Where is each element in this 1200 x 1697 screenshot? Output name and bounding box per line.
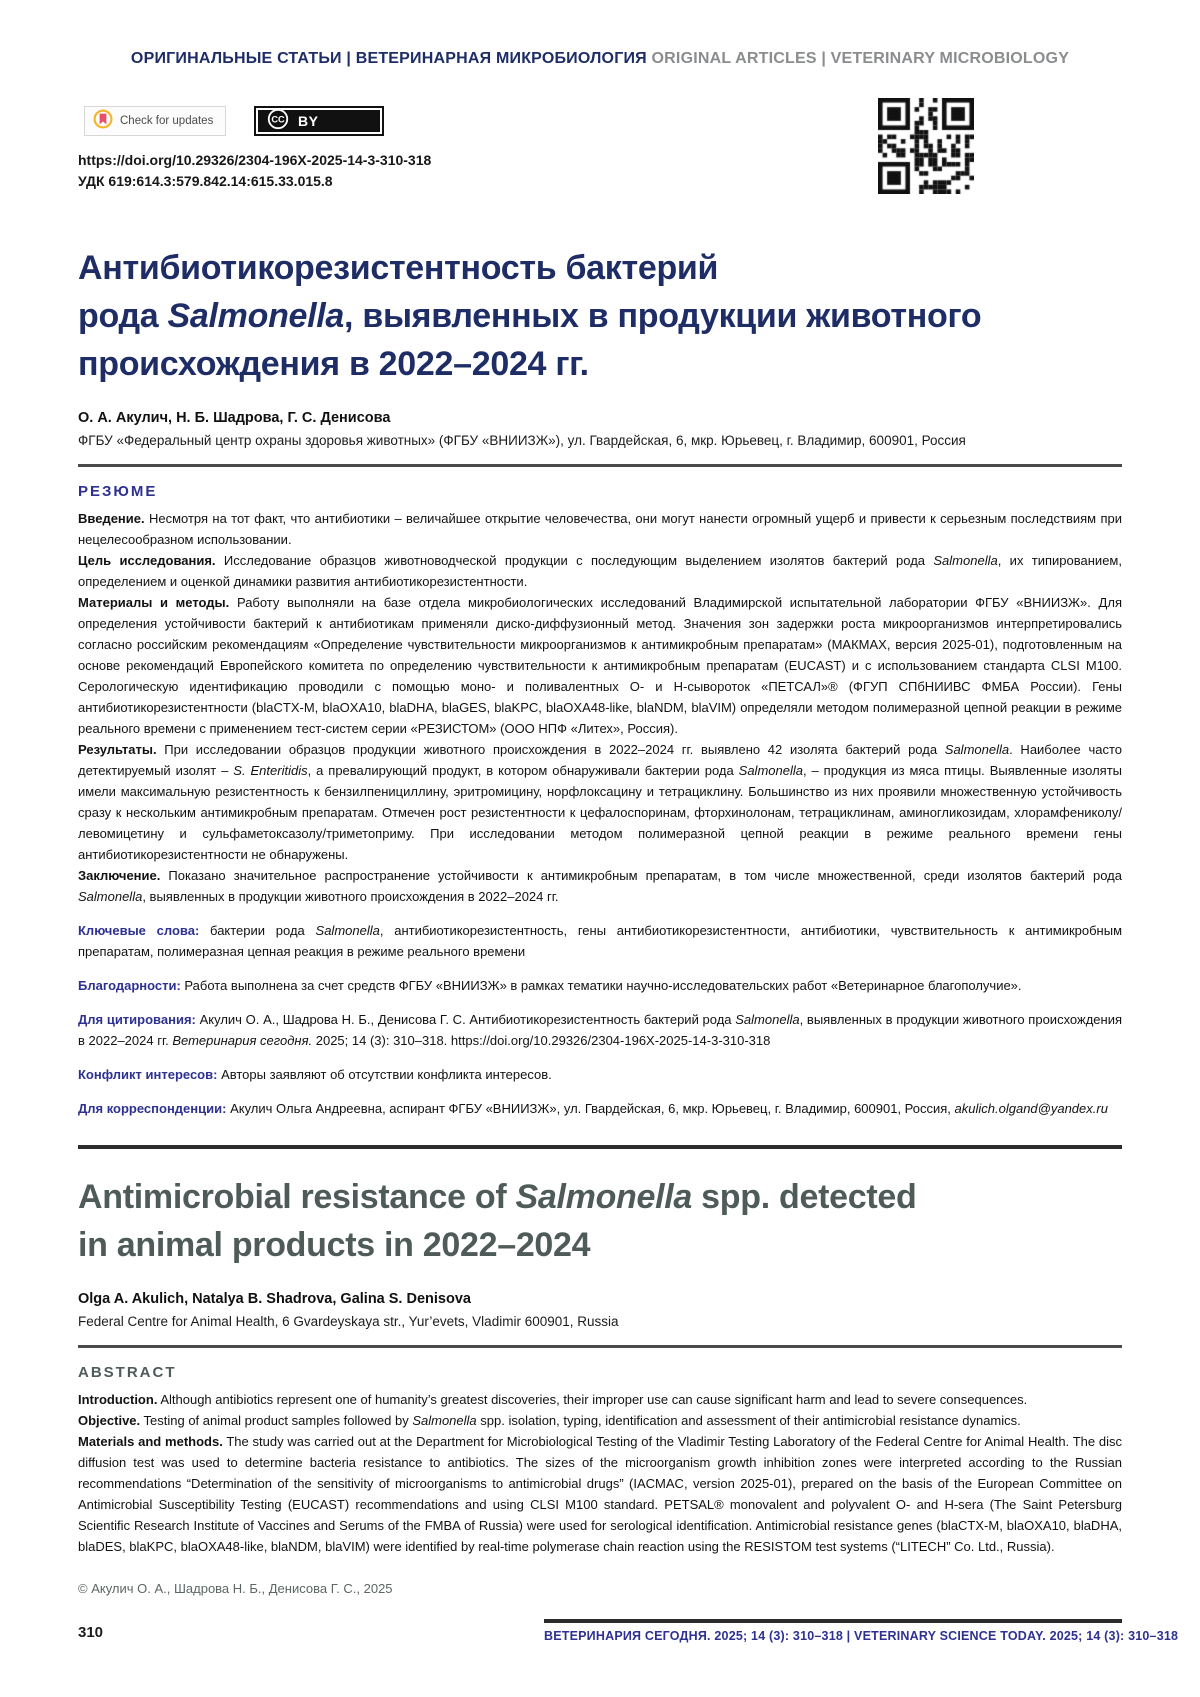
udk-code: УДК 619:614.3:579.842.14:615.33.015.8	[78, 173, 333, 189]
check-for-updates-badge[interactable]	[84, 106, 226, 136]
divider-dark	[78, 1145, 1122, 1149]
summary-heading: РЕЗЮМЕ	[78, 483, 158, 500]
journal-header	[78, 0, 1122, 68]
crossmark-icon	[93, 109, 113, 134]
link[interactable]: akulich.olgand@yandex.ru	[954, 1101, 1108, 1116]
authors-ru: О. А. Акулич, Н. Б. Шадрова, Г. С. Денисова	[78, 410, 391, 426]
link[interactable]: https://doi.org/10.29326/2304-196X-2025-14-3-310-318	[450, 1033, 771, 1048]
abstract-en	[78, 1389, 1122, 1557]
article-title-en: Antimicrobial resistance of Salmonella spp. detected in animal products in 2022–2024	[78, 1178, 917, 1264]
cc-icon	[266, 107, 290, 136]
doi-link[interactable]: https://doi.org/10.29326/2304-196X-2025-14-3-310-318	[78, 152, 432, 168]
qr-code	[878, 98, 974, 194]
paragraph-objective-en: Objective. Testing of animal product samples followed by Salmonella spp. isolation, typing, identification and assessment of their antimicrobial resistance dynamics.	[78, 1413, 1021, 1428]
acknowledgements: Благодарности: Работа выполнена за счет средств ФГБУ «ВНИИЗЖ» в рамках тематики научно-исследовательских работ «Ветеринарное благополучие».	[78, 978, 1022, 993]
paragraph-objective: Цель исследования. Исследование образцов животноводческой продукции с последующим выделением изолятов бактерий рода Salmonella, их типированием, определением и оценкой динамики развития антибиотикорезистентности.	[78, 553, 1122, 589]
conflict-of-interest: Конфликт интересов: Авторы заявляют об отсутствии конфликта интересов.	[78, 1067, 552, 1082]
svg-text:CC: CC	[271, 114, 285, 125]
copyright-line: © Акулич О. А., Шадрова Н. Б., Денисова Г. С., 2025	[78, 1581, 393, 1596]
cc-by-label: BY	[298, 113, 319, 129]
abstract-ru	[78, 508, 1122, 907]
keywords: Ключевые слова: бактерии рода Salmonella, антибиотикорезистентность, гены антибиотикорезистентности, антибиотики, чувствительность к антимикробным препаратам, полимеразная цепная реакция в режиме реального времени	[78, 923, 1123, 959]
paragraph-materials: Материалы и методы. Работу выполняли на базе отдела микробиологических исследований Владимирской испытательной лаборатории ФГБУ «ВНИИЗЖ». Для определения устойчивости бактерий к антибиотикам применяли диско-диффузионный метод. Значения зон задержки роста микроорганизмов интерпретировались согласно российским рекомендациям «Определение чувствительности микроорганизмов к антимикробным препаратам» (МАКМАХ, версия 2025-01), подготовленным на основе рекомендаций Европейского комитета по определению чувствительности к антимикробным препаратам (EUCAST) и с использованием стандарта CLSI M100. Серологическую идентификацию проводили с помощью моно- и поливалентных О- и Н-сывороток «ПЕТСАЛ»® (ФГУП СПбНИИВС ФМБА России). Гены антибиотикорезистентности (blaCTX-M, blaOXA10, blaDHA, blaGES, blaKPC, blaOXA48-like, blaNDM, blaVIM) определяли методом полимеразной цепной реакции в режиме реального времени с применением тест-систем серии «РЕЗИСТОМ» (ООО НПФ «Литех», Россия).	[78, 595, 1122, 736]
divider	[78, 464, 1122, 467]
page-footer	[78, 1609, 1179, 1643]
citation: Для цитирования: Акулич О. А., Шадрова Н. Б., Денисова Г. С. Антибиотикорезистентность бактерий рода Salmonella, выявленных в продукции животного происхождения в 2022–2024 гг. Ветеринария сегодня. 2025; 14 (3): 310–318. https://doi.org/10.29326/2304-196X-2025-14-3-310-318	[78, 1012, 1123, 1048]
meta-block-ru	[78, 920, 1122, 1119]
check-for-updates-label: Check for updates	[120, 115, 214, 127]
page-number: 310	[78, 1624, 104, 1641]
abstract-heading: ABSTRACT	[78, 1364, 177, 1381]
footer-journal-block	[544, 1619, 1179, 1643]
divider	[78, 1345, 1122, 1348]
correspondence: Для корреспонденции: Акулич Ольга Андреевна, аспирант ФГБУ «ВНИИЗЖ», ул. Гвардейская, 6, мкр. Юрьевец, г. Владимир, 600901, Россия, akulich.olgand@yandex.ru	[78, 1101, 1108, 1116]
journal-header-ru: ОРИГИНАЛЬНЫЕ СТАТЬИ | ВЕТЕРИНАРНАЯ МИКРОБИОЛОГИЯ	[130, 50, 647, 67]
top-meta	[78, 106, 1122, 224]
authors-en: Olga A. Akulich, Natalya B. Shadrova, Galina S. Denisova	[78, 1291, 471, 1307]
affiliation-en: Federal Centre for Animal Health, 6 Gvardeyskaya str., Yur’evets, Vladimir 600901, Russia	[78, 1314, 619, 1329]
paragraph-introduction: Введение. Несмотря на тот факт, что антибиотики – величайшее открытие человечества, они могут нанести огромный ущерб и привести к серьезным последствиям при нецелесообразном использовании.	[78, 511, 1122, 547]
footer-bar	[544, 1619, 1122, 1623]
cc-by-badge[interactable]	[254, 106, 384, 136]
footer-journal-line: ВЕТЕРИНАРИЯ СЕГОДНЯ. 2025; 14 (3): 310–318 | VETERINARY SCIENCE TODAY. 2025; 14 (3): 310–318	[544, 1629, 1179, 1643]
journal-header-en: ORIGINAL ARTICLES | VETERINARY MICROBIOLOGY	[646, 50, 1070, 67]
paragraph-results: Результаты. При исследовании образцов продукции животного происхождения в 2022–2024 гг. выявлено 42 изолята бактерий рода Salmonella. Наиболее часто детектируемый изолят – S. Enteritidis, а превалирующий продукт, в котором обнаруживали бактерии рода Salmonella, – продукция из мяса птицы. Выявленные изоляты имели максимальную резистентность к бензилпенициллину, эритромицину, норфлоксацину и тетрациклину. Большинство из них проявили множественную устойчивость сразу к нескольким антимикробным препаратам. Отмечен рост резистентности к цефалоспоринам, фторхинолонам, тетрациклинам, аминогликозидам, хлорамфениколу/левомицетину и сульфаметоксазолу/триметоприму. При исследовании методом полимеразной цепной реакции в режиме реального времени гены антибиотикорезистентности не обнаружены.	[78, 742, 1122, 862]
paragraph-materials-en: Materials and methods. The study was carried out at the Department for Microbiological Testing of the Vladimir Testing Laboratory of the Federal Centre for Animal Health. The disc diffusion test was used to determine bacteria resistance to antibiotics. The sizes of the microorganism growth inhibition zones were interpreted according to the Russian recommendations “Determination of the sensitivity of microorganisms to antimicrobial drugs” (IACMAC, version 2025-01), prepared on the basis of the European Committee on Antimicrobial Susceptibility Testing (EUCAST) recommendations and using CLSI M100 standard. PETSAL® monovalent and polyvalent O- and H-sera (The Saint Petersburg Scientific Research Institute of Vaccines and Serums of the FMBA of Russia) were used for serological identification. Antimicrobial resistance genes (blaCTX-M, blaOXA10, blaDHA, blaDES, blaKPC, blaOXA48-like, blaNDM, blaVIM) were identified by real-time polymerase chain reaction using the RESISTOM test systems (“LITECH” Co. Ltd., Russia).	[78, 1434, 1122, 1554]
paragraph-conclusion: Заключение. Показано значительное распространение устойчивости к антимикробным препаратам, в том числе множественной, среди изолятов бактерий рода Salmonella, выявленных в продукции животного происхождения в 2022–2024 гг.	[78, 868, 1122, 904]
paragraph-introduction-en: Introduction. Although antibiotics represent one of humanity’s greatest discoveries, their improper use can cause significant harm and lead to severe consequences.	[78, 1392, 1028, 1407]
article-title-ru: Антибиотикорезистентность бактерий рода Salmonella, выявленных в продукции животного происхождения в 2022–2024 гг.	[78, 249, 982, 383]
affiliation-ru: ФГБУ «Федеральный центр охраны здоровья животных» (ФГБУ «ВНИИЗЖ»), ул. Гвардейская, 6, мкр. Юрьевец, г. Владимир, 600901, Россия	[78, 433, 966, 448]
